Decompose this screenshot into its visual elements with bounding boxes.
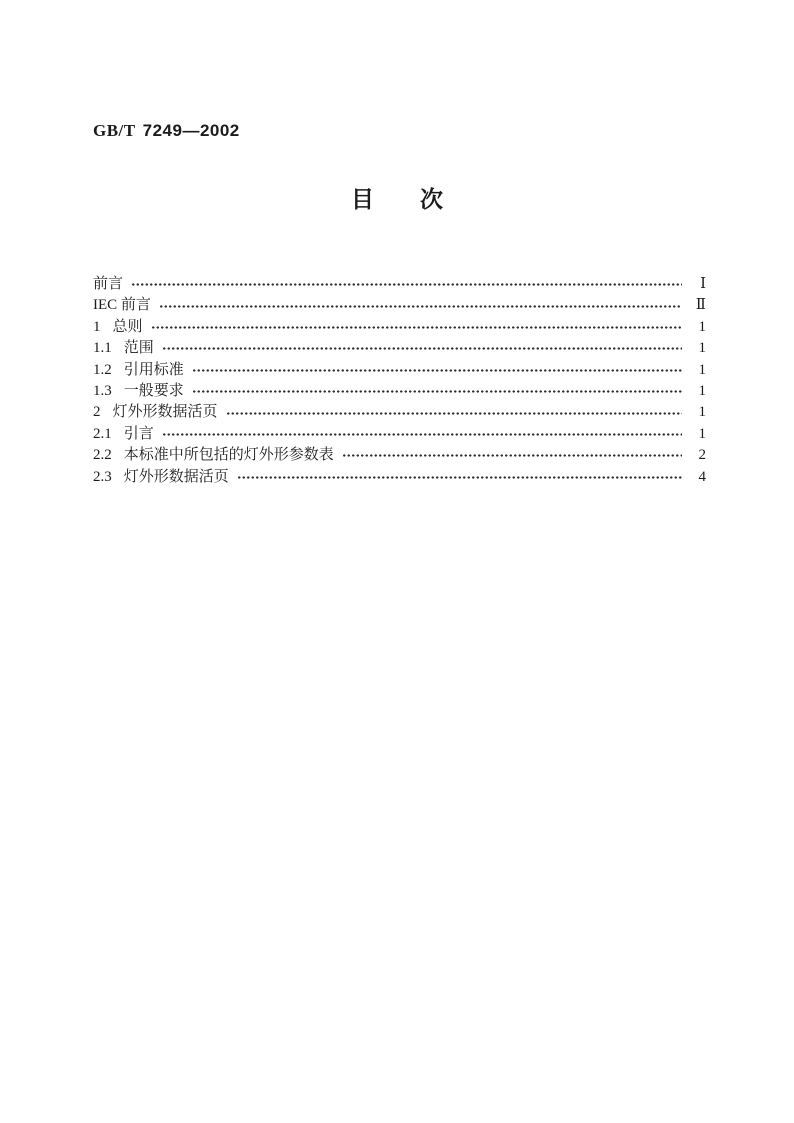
toc-entry: [93, 467, 706, 488]
toc-entry-number: 2.2: [93, 447, 112, 464]
toc-entry: [93, 402, 706, 423]
toc-entry-number: 1: [93, 318, 101, 335]
toc-entry-number: 1.1: [93, 340, 112, 357]
toc-leader-dots: [131, 277, 682, 292]
toc-entry: [93, 295, 706, 316]
toc-leader-dots: [192, 384, 682, 399]
toc-entry-label: 灯外形数据活页: [123, 468, 229, 485]
toc-leader-dots: [162, 427, 682, 442]
toc-entry-number: 2.3: [93, 468, 112, 485]
toc-entry-label: 范围: [123, 340, 154, 357]
toc-leader-dots: [342, 448, 682, 463]
toc-entry-number: 1.3: [93, 382, 112, 399]
toc-entry-page: Ⅰ: [700, 276, 706, 292]
toc-entry-label: 总则: [112, 318, 143, 335]
page-title: 目 次: [351, 187, 443, 212]
toc-leader-dots: [226, 406, 682, 421]
toc-entry-page: 1: [698, 340, 706, 357]
toc-entry-page: 1: [698, 425, 706, 442]
toc-entry-number: 2: [93, 404, 101, 421]
toc-entry-label: 本标准中所包括的灯外形参数表: [123, 447, 334, 464]
standard-code: 7249—2002: [142, 121, 240, 140]
toc-entry-number: 1.2: [93, 361, 112, 378]
toc-entry-label: IEC 前言: [93, 297, 151, 314]
toc-entry-page: 1: [698, 361, 706, 378]
toc-entry-label: 前言: [93, 276, 124, 292]
toc-leader-dots: [159, 299, 682, 314]
toc-entry-label: 一般要求: [123, 382, 184, 399]
toc-entry-page: 2: [698, 447, 706, 464]
toc-entry: [93, 360, 706, 381]
toc-entry: [93, 317, 706, 338]
toc-entry-label: 灯外形数据活页: [112, 404, 218, 421]
toc-entry-number: 2.1: [93, 425, 112, 442]
toc-leader-dots: [192, 363, 682, 378]
toc-entry-page: 1: [698, 404, 706, 421]
toc-entry-page: 1: [698, 318, 706, 335]
toc-entry: [93, 381, 706, 402]
toc-entry-page: 1: [698, 382, 706, 399]
toc-leader-dots: [162, 341, 682, 356]
toc-entry-page: 4: [698, 468, 706, 485]
toc-entry-label: 引用标准: [123, 361, 184, 378]
table-of-contents: [93, 274, 706, 488]
toc-entry: [93, 424, 706, 445]
standard-number-header: [93, 121, 240, 141]
toc-entry: [93, 338, 706, 359]
toc-entry: [93, 274, 706, 295]
toc-leader-dots: [237, 470, 682, 485]
toc-entry: [93, 445, 706, 466]
toc-leader-dots: [151, 320, 682, 335]
standard-prefix: GB/T: [93, 121, 136, 140]
toc-entry-page: Ⅱ: [695, 297, 706, 314]
toc-entry-label: 引言: [123, 425, 154, 442]
